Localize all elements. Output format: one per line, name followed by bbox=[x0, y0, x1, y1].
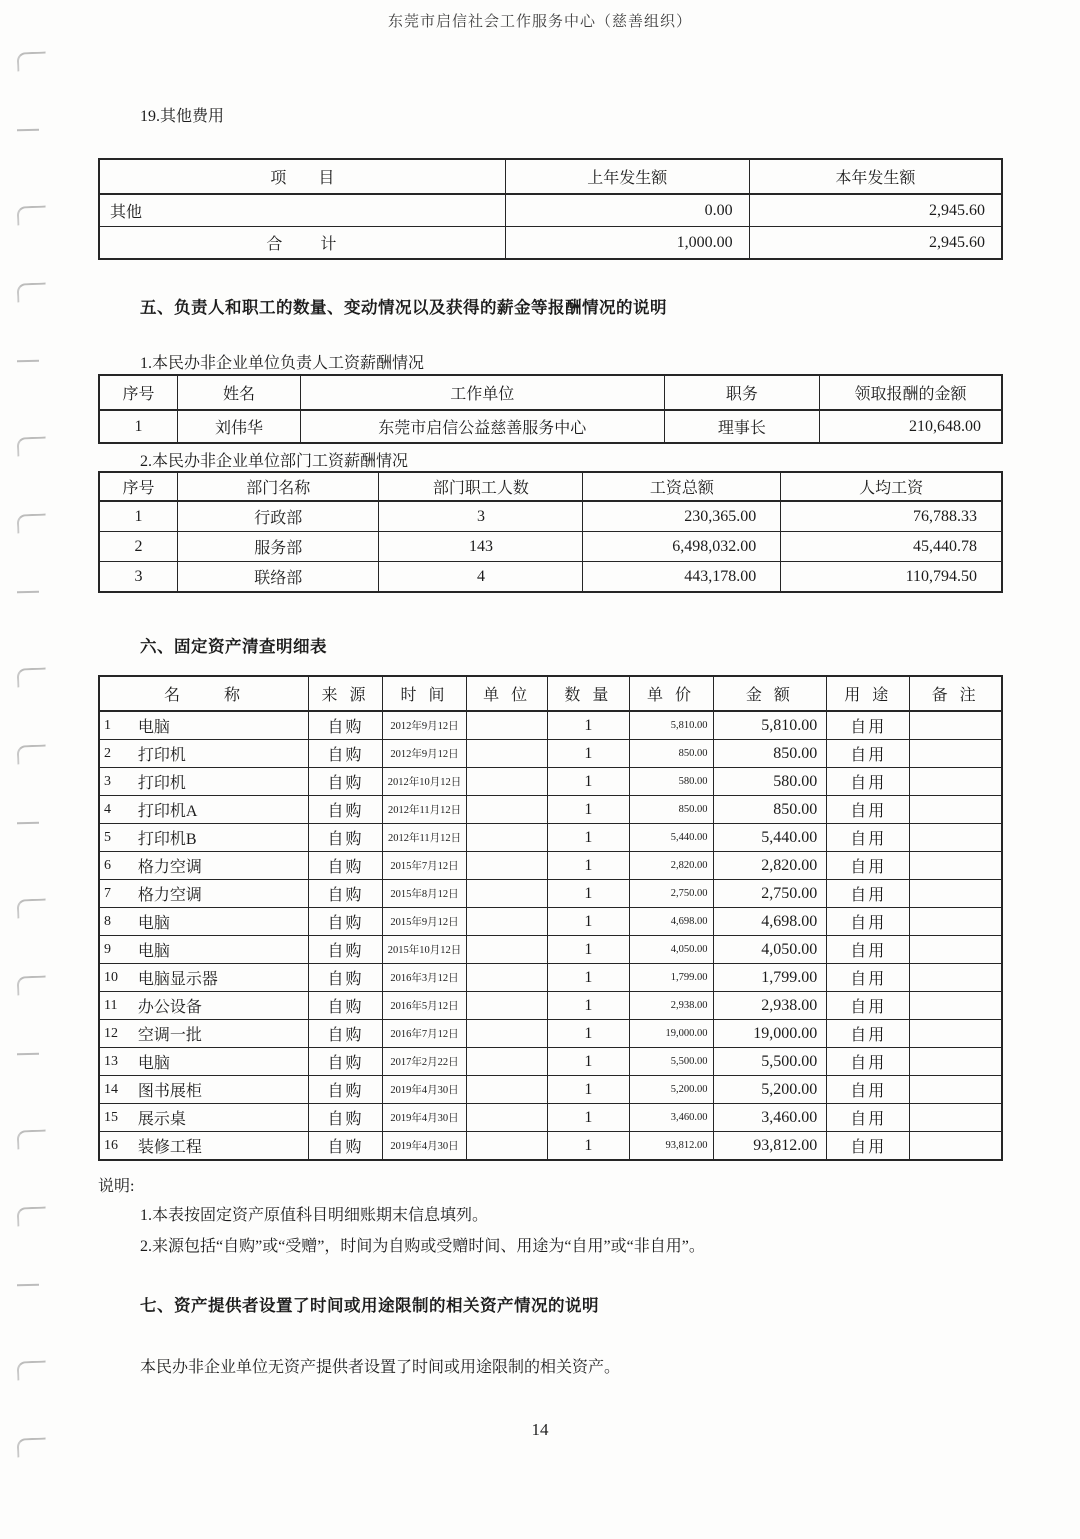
note-cell bbox=[910, 992, 1002, 1020]
date-cell: 2019年4月30日 bbox=[383, 1076, 467, 1104]
count-cell: 143 bbox=[379, 532, 583, 562]
num-cell: 16 bbox=[99, 1132, 128, 1161]
no-cell: 3 bbox=[99, 562, 178, 593]
leader-salary-table bbox=[98, 374, 1003, 444]
amount-cell: 5,440.00 bbox=[713, 824, 827, 852]
section5-sub1-label: 1.本民办非企业单位负责人工资薪酬情况 bbox=[140, 355, 425, 372]
date-cell: 2015年7月12日 bbox=[383, 852, 467, 880]
use-cell: 自用 bbox=[827, 1020, 910, 1048]
unit-cell bbox=[467, 740, 548, 768]
other-fees-table-body bbox=[99, 194, 1002, 259]
price-cell: 4,050.00 bbox=[629, 936, 713, 964]
qty-cell: 1 bbox=[548, 768, 629, 796]
table-row bbox=[99, 1132, 1002, 1161]
dept-cell: 服务部 bbox=[178, 532, 379, 562]
unit-cell bbox=[467, 1048, 548, 1076]
use-header: 用 途 bbox=[827, 676, 910, 711]
item-cell: 其他 bbox=[99, 194, 505, 227]
num-cell: 13 bbox=[99, 1048, 128, 1076]
date-cell: 2016年3月12日 bbox=[383, 964, 467, 992]
index-header: 序号 bbox=[99, 375, 178, 410]
num-cell: 10 bbox=[99, 964, 128, 992]
item-cell: 合 计 bbox=[99, 227, 505, 260]
qty-cell: 1 bbox=[548, 711, 629, 740]
qty-cell: 1 bbox=[548, 824, 629, 852]
note-cell bbox=[910, 1020, 1002, 1048]
avg-cell: 76,788.33 bbox=[781, 501, 1002, 532]
source-header: 来 源 bbox=[309, 676, 383, 711]
source-cell: 自购 bbox=[309, 1104, 383, 1132]
asset-name-header: 名 称 bbox=[99, 676, 309, 711]
use-cell: 自用 bbox=[827, 852, 910, 880]
fixed-assets-table-body bbox=[99, 711, 1002, 1160]
num-cell: 14 bbox=[99, 1076, 128, 1104]
avg-cell: 45,440.78 bbox=[781, 532, 1002, 562]
table-row bbox=[99, 562, 1002, 593]
use-cell: 自用 bbox=[827, 1132, 910, 1161]
source-cell: 自购 bbox=[309, 1076, 383, 1104]
table-row bbox=[99, 1048, 1002, 1076]
amount-cell: 93,812.00 bbox=[713, 1132, 827, 1161]
date-cell: 2017年2月22日 bbox=[383, 1048, 467, 1076]
note-cell bbox=[910, 740, 1002, 768]
num-cell: 7 bbox=[99, 880, 128, 908]
document-header-title: 东莞市启信社会工作服务中心（慈善组织） bbox=[387, 13, 692, 30]
price-cell: 2,750.00 bbox=[629, 880, 713, 908]
source-cell: 自购 bbox=[309, 964, 383, 992]
name-cell: 电脑 bbox=[128, 1048, 309, 1076]
use-cell: 自用 bbox=[827, 711, 910, 740]
amount-cell: 5,810.00 bbox=[713, 711, 827, 740]
use-cell: 自用 bbox=[827, 740, 910, 768]
note-cell bbox=[910, 1076, 1002, 1104]
date-header: 时 间 bbox=[383, 676, 467, 711]
table-row bbox=[99, 1104, 1002, 1132]
other-fees-table bbox=[98, 158, 1003, 260]
dept-salary-table-head bbox=[99, 472, 1002, 501]
use-cell: 自用 bbox=[827, 768, 910, 796]
table-row bbox=[99, 796, 1002, 824]
total-cell: 230,365.00 bbox=[583, 501, 781, 532]
name-cell: 展示桌 bbox=[128, 1104, 309, 1132]
source-cell: 自购 bbox=[309, 711, 383, 740]
num-cell: 15 bbox=[99, 1104, 128, 1132]
amount-cell: 850.00 bbox=[713, 740, 827, 768]
price-cell: 2,938.00 bbox=[629, 992, 713, 1020]
unit-cell bbox=[467, 768, 548, 796]
qty-cell: 1 bbox=[548, 1076, 629, 1104]
count-cell: 3 bbox=[379, 501, 583, 532]
unit-cell bbox=[467, 1020, 548, 1048]
date-cell: 2012年9月12日 bbox=[383, 711, 467, 740]
unit-cell bbox=[467, 936, 548, 964]
use-cell: 自用 bbox=[827, 1104, 910, 1132]
avg-cell: 110,794.50 bbox=[781, 562, 1002, 593]
other-fees-label: 19.其他费用 bbox=[140, 108, 225, 125]
notes-label: 说明: bbox=[98, 1178, 135, 1195]
source-cell: 自购 bbox=[309, 1048, 383, 1076]
name-cell: 图书展柜 bbox=[128, 1076, 309, 1104]
prev-year-header: 上年发生额 bbox=[505, 159, 749, 194]
date-cell: 2012年11月12日 bbox=[383, 796, 467, 824]
price-cell: 3,460.00 bbox=[629, 1104, 713, 1132]
no-cell: 2 bbox=[99, 532, 178, 562]
price-cell: 5,810.00 bbox=[629, 711, 713, 740]
prev-cell: 1,000.00 bbox=[505, 227, 749, 260]
position-header: 职务 bbox=[664, 375, 819, 410]
table-row bbox=[99, 194, 1002, 227]
no-cell: 1 bbox=[99, 410, 178, 443]
price-cell: 850.00 bbox=[629, 740, 713, 768]
name-cell: 办公设备 bbox=[128, 992, 309, 1020]
note-cell bbox=[910, 824, 1002, 852]
no-cell: 1 bbox=[99, 501, 178, 532]
org-cell: 东莞市启信公益慈善服务中心 bbox=[300, 410, 664, 443]
staff-count-header: 部门职工人数 bbox=[379, 472, 583, 501]
qty-cell: 1 bbox=[548, 1020, 629, 1048]
source-cell: 自购 bbox=[309, 936, 383, 964]
work-unit-header: 工作单位 bbox=[300, 375, 664, 410]
note-line-1: 1.本表按固定资产原值科目明细账期末信息填列。 bbox=[140, 1207, 489, 1224]
table-row bbox=[99, 1076, 1002, 1104]
use-cell: 自用 bbox=[827, 908, 910, 936]
qty-cell: 1 bbox=[548, 796, 629, 824]
note-cell bbox=[910, 936, 1002, 964]
qty-cell: 1 bbox=[548, 880, 629, 908]
remark-header: 备 注 bbox=[910, 676, 1002, 711]
qty-cell: 1 bbox=[548, 936, 629, 964]
header-row bbox=[99, 676, 1002, 711]
amount-cell: 5,200.00 bbox=[713, 1076, 827, 1104]
total-cell: 6,498,032.00 bbox=[583, 532, 781, 562]
amount-header: 领取报酬的金额 bbox=[820, 375, 1002, 410]
num-cell: 9 bbox=[99, 936, 128, 964]
table-row bbox=[99, 740, 1002, 768]
use-cell: 自用 bbox=[827, 964, 910, 992]
dept-name-header: 部门名称 bbox=[178, 472, 379, 501]
dept-salary-table bbox=[98, 471, 1003, 593]
section5-title: 五、负责人和职工的数量、变动情况以及获得的薪金等报酬情况的说明 bbox=[140, 298, 667, 317]
unit-cell bbox=[467, 1076, 548, 1104]
curr-cell: 2,945.60 bbox=[749, 227, 1002, 260]
total-salary-header: 工资总额 bbox=[583, 472, 781, 501]
table-row bbox=[99, 711, 1002, 740]
qty-cell: 1 bbox=[548, 992, 629, 1020]
source-cell: 自购 bbox=[309, 1020, 383, 1048]
price-cell: 850.00 bbox=[629, 796, 713, 824]
date-cell: 2016年5月12日 bbox=[383, 992, 467, 1020]
table-row bbox=[99, 880, 1002, 908]
use-cell: 自用 bbox=[827, 1048, 910, 1076]
name-cell: 打印机 bbox=[128, 768, 309, 796]
item-header: 项 目 bbox=[99, 159, 505, 194]
count-cell: 4 bbox=[379, 562, 583, 593]
name-cell: 空调一批 bbox=[128, 1020, 309, 1048]
note-cell bbox=[910, 1132, 1002, 1161]
amount-cell: 5,500.00 bbox=[713, 1048, 827, 1076]
qty-cell: 1 bbox=[548, 852, 629, 880]
unit-cell bbox=[467, 964, 548, 992]
date-cell: 2015年9月12日 bbox=[383, 908, 467, 936]
amount-cell: 4,698.00 bbox=[713, 908, 827, 936]
table-row bbox=[99, 1020, 1002, 1048]
name-cell: 格力空调 bbox=[128, 852, 309, 880]
dept-cell: 行政部 bbox=[178, 501, 379, 532]
table-row bbox=[99, 768, 1002, 796]
price-cell: 5,500.00 bbox=[629, 1048, 713, 1076]
unit-cell bbox=[467, 824, 548, 852]
name-cell: 打印机A bbox=[128, 796, 309, 824]
table-row bbox=[99, 824, 1002, 852]
note-line-2: 2.来源包括“自购”或“受赠”，时间为自购或受赠时间、用途为“自用”或“非自用”。 bbox=[140, 1238, 705, 1255]
leader-salary-table-body bbox=[99, 410, 1002, 443]
quantity-header: 数 量 bbox=[548, 676, 629, 711]
amount-cell: 580.00 bbox=[713, 768, 827, 796]
unit-cell bbox=[467, 1132, 548, 1161]
num-cell: 5 bbox=[99, 824, 128, 852]
amount-cell: 3,460.00 bbox=[713, 1104, 827, 1132]
name-cell: 打印机B bbox=[128, 824, 309, 852]
binding-mark-icon bbox=[17, 1437, 47, 1457]
page-number: 14 bbox=[531, 1420, 549, 1439]
date-cell: 2012年9月12日 bbox=[383, 740, 467, 768]
price-cell: 19,000.00 bbox=[629, 1020, 713, 1048]
table-row bbox=[99, 908, 1002, 936]
num-cell: 3 bbox=[99, 768, 128, 796]
note-cell bbox=[910, 1048, 1002, 1076]
unit-header: 单 位 bbox=[467, 676, 548, 711]
name-cell: 电脑显示器 bbox=[128, 964, 309, 992]
unit-cell bbox=[467, 880, 548, 908]
num-cell: 8 bbox=[99, 908, 128, 936]
price-cell: 93,812.00 bbox=[629, 1132, 713, 1161]
date-cell: 2012年10月12日 bbox=[383, 768, 467, 796]
note-cell bbox=[910, 908, 1002, 936]
qty-cell: 1 bbox=[548, 908, 629, 936]
amount-cell: 4,050.00 bbox=[713, 936, 827, 964]
num-cell: 4 bbox=[99, 796, 128, 824]
num-cell: 6 bbox=[99, 852, 128, 880]
document-content bbox=[0, 103, 1080, 1377]
source-cell: 自购 bbox=[309, 824, 383, 852]
name-cell: 打印机 bbox=[128, 740, 309, 768]
note-cell bbox=[910, 880, 1002, 908]
name-cell: 格力空调 bbox=[128, 880, 309, 908]
num-cell: 1 bbox=[99, 711, 128, 740]
fixed-assets-table bbox=[98, 675, 1003, 1161]
price-cell: 1,799.00 bbox=[629, 964, 713, 992]
unit-cell bbox=[467, 796, 548, 824]
use-cell: 自用 bbox=[827, 1076, 910, 1104]
name-cell: 电脑 bbox=[128, 908, 309, 936]
leader-salary-table-head bbox=[99, 375, 1002, 410]
amount-cell: 1,799.00 bbox=[713, 964, 827, 992]
table-row bbox=[99, 852, 1002, 880]
price-cell: 5,440.00 bbox=[629, 824, 713, 852]
source-cell: 自购 bbox=[309, 992, 383, 1020]
table-row bbox=[99, 410, 1002, 443]
name-cell: 电脑 bbox=[128, 936, 309, 964]
note-cell bbox=[910, 711, 1002, 740]
source-cell: 自购 bbox=[309, 908, 383, 936]
qty-cell: 1 bbox=[548, 1104, 629, 1132]
amount-cell: 2,750.00 bbox=[713, 880, 827, 908]
section7-title: 七、资产提供者设置了时间或用途限制的相关资产情况的说明 bbox=[140, 1296, 599, 1315]
unit-cell bbox=[467, 852, 548, 880]
name-cell: 电脑 bbox=[128, 711, 309, 740]
use-cell: 自用 bbox=[827, 992, 910, 1020]
num-cell: 2 bbox=[99, 740, 128, 768]
name-header: 姓名 bbox=[178, 375, 301, 410]
use-cell: 自用 bbox=[827, 796, 910, 824]
amount-cell: 19,000.00 bbox=[713, 1020, 827, 1048]
name-cell: 刘伟华 bbox=[178, 410, 301, 443]
dept-cell: 联络部 bbox=[178, 562, 379, 593]
other-fees-table-head bbox=[99, 159, 1002, 194]
use-cell: 自用 bbox=[827, 880, 910, 908]
total-cell: 443,178.00 bbox=[583, 562, 781, 593]
use-cell: 自用 bbox=[827, 936, 910, 964]
date-cell: 2015年8月12日 bbox=[383, 880, 467, 908]
header-row bbox=[99, 375, 1002, 410]
note-cell bbox=[910, 768, 1002, 796]
amount-header: 金 额 bbox=[713, 676, 827, 711]
source-cell: 自购 bbox=[309, 852, 383, 880]
price-cell: 5,200.00 bbox=[629, 1076, 713, 1104]
qty-cell: 1 bbox=[548, 964, 629, 992]
note-cell bbox=[910, 796, 1002, 824]
amount-cell: 2,820.00 bbox=[713, 852, 827, 880]
table-row bbox=[99, 964, 1002, 992]
avg-salary-header: 人均工资 bbox=[781, 472, 1002, 501]
section5-sub2-label: 2.本民办非企业单位部门工资薪酬情况 bbox=[140, 453, 409, 470]
prev-cell: 0.00 bbox=[505, 194, 749, 227]
use-cell: 自用 bbox=[827, 824, 910, 852]
section6-title: 六、固定资产清查明细表 bbox=[140, 637, 327, 656]
qty-cell: 1 bbox=[548, 740, 629, 768]
note-cell bbox=[910, 964, 1002, 992]
table-row bbox=[99, 501, 1002, 532]
price-cell: 580.00 bbox=[629, 768, 713, 796]
assets-notes bbox=[98, 1173, 1003, 1258]
source-cell: 自购 bbox=[309, 880, 383, 908]
curr-cell: 2,945.60 bbox=[749, 194, 1002, 227]
table-row bbox=[99, 992, 1002, 1020]
header-row bbox=[99, 472, 1002, 501]
source-cell: 自购 bbox=[309, 740, 383, 768]
date-cell: 2019年4月30日 bbox=[383, 1104, 467, 1132]
title-cell: 理事长 bbox=[664, 410, 819, 443]
num-cell: 12 bbox=[99, 1020, 128, 1048]
qty-cell: 1 bbox=[548, 1132, 629, 1161]
amount-cell: 2,938.00 bbox=[713, 992, 827, 1020]
date-cell: 2019年4月30日 bbox=[383, 1132, 467, 1161]
unit-cell bbox=[467, 1104, 548, 1132]
source-cell: 自购 bbox=[309, 768, 383, 796]
binding-mark-icon bbox=[17, 51, 47, 71]
index-header: 序号 bbox=[99, 472, 178, 501]
unit-cell bbox=[467, 711, 548, 740]
unit-cell bbox=[467, 908, 548, 936]
source-cell: 自购 bbox=[309, 1132, 383, 1161]
date-cell: 2012年11月12日 bbox=[383, 824, 467, 852]
date-cell: 2016年7月12日 bbox=[383, 1020, 467, 1048]
table-row bbox=[99, 936, 1002, 964]
source-cell: 自购 bbox=[309, 796, 383, 824]
date-cell: 2015年10月12日 bbox=[383, 936, 467, 964]
qty-cell: 1 bbox=[548, 1048, 629, 1076]
name-cell: 装修工程 bbox=[128, 1132, 309, 1161]
amount-cell: 850.00 bbox=[713, 796, 827, 824]
price-cell: 4,698.00 bbox=[629, 908, 713, 936]
note-cell bbox=[910, 1104, 1002, 1132]
num-cell: 11 bbox=[99, 992, 128, 1020]
table-row bbox=[99, 532, 1002, 562]
dept-salary-table-body bbox=[99, 501, 1002, 592]
section7-body: 本民办非企业单位无资产提供者设置了时间或用途限制的相关资产。 bbox=[140, 1359, 621, 1376]
table-row bbox=[99, 227, 1002, 260]
header-row bbox=[99, 159, 1002, 194]
unit-price-header: 单 价 bbox=[629, 676, 713, 711]
unit-cell bbox=[467, 992, 548, 1020]
price-cell: 2,820.00 bbox=[629, 852, 713, 880]
curr-year-header: 本年发生额 bbox=[749, 159, 1002, 194]
fixed-assets-table-head bbox=[99, 676, 1002, 711]
note-cell bbox=[910, 852, 1002, 880]
amount-cell: 210,648.00 bbox=[820, 410, 1002, 443]
